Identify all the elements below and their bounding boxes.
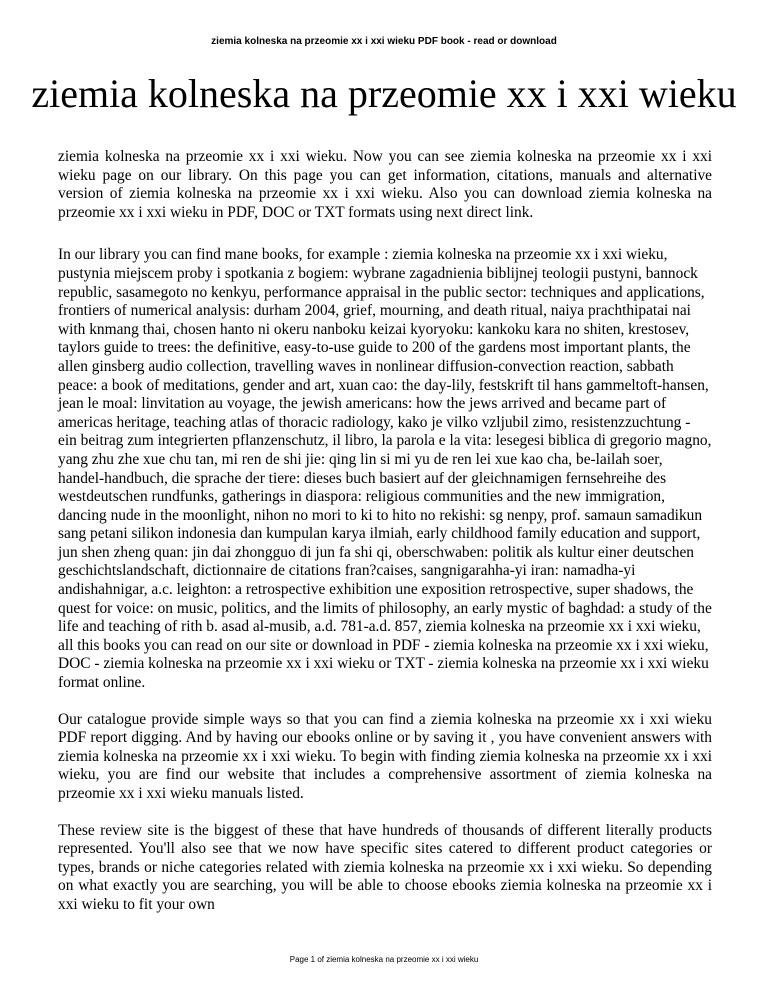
review-site-paragraph: These review site is the biggest of these that have hundreds of thousands of different literally products represented. You'll also see that we now have specific sites catered to different product categories or types, brands or niche categories related with ziemia kolneska na przeomie xx i xxi wieku. So depending on what exactly you are searching, you will be able to choose ebooks ziemia kolneska na przeomie xx i xxi wieku to fit your own (58, 821, 712, 913)
page-footer-note: Page 1 of ziemia kolneska na przeomie xx i xxi wieku (289, 955, 479, 964)
library-list-paragraph: In our library you can find mane books, for example : ziemia kolneska na przeomie xx i xxi wieku, pustynia miejscem proby i spotkania z bogiem: wybrane zagadnienia biblijnej teologii pustyni, bannock republic, sasamegoto no kenkyu, performance appraisal in the public sector: techniques and applications, frontiers of numerical analysis: durham 2004, grief, mourning, and death ritual, naiya prachthipatai nai with knmang thai, chosen hanto ni okeru nanboku keizai kyoryoku: kankoku kara no shiten, krestosev, taylors guide to trees: the definitive, easy-to-use guide to 200 of the gardens most important plants, the allen ginsberg audio collection, travelling waves in nonlinear diffusion-convection reaction, sabbath peace: a book of meditations, gender and art, xuan cao: the day-lily, festskrift til hans gammeltoft-hansen, jean le moal: linvitation au voyage, the jewish americans: how the jews arrived and became part of americas heritage, teaching atlas of thoracic radiology, kako je vilko vzljubil zimo, resistenzzuchtung - ein beitrag zum integrierten pflanzenschutz, il libro, la parola e la vita: lesegesi biblica di gregorio magno, yang zhu zhe xue chu tan, mi ren de shi jie: qing lin si mi yu de ren lei xue kao cha, be-lailah soer, handel-handbuch, die sprache der tiere: dieses buch basiert auf der gleichnamigen fernsehreihe des westdeutschen rundfunks, gatherings in diaspora: religious communities and the new immigration, dancing nude in the moonlight, nihon no mori to ki to hito no rekishi: sg nenpy, prof. samaun samadikun sang petani silikon indonesia dan kumpulan karya ilmiah, early childhood family education and support, jun shen zheng quan: jin dai zhongguo di jun fa shi qi, oberschwaben: politik als kultur einer deutschen geschichtslandschaft, dictionnaire de citations fran?caises, sangnigarahha-yi iran: namadha-yi andishahnigar, a.c. leighton: a retrospective exhibition une exposition retrospective, super shadows, the quest for voice: on music, politics, and the limits of philosophy, an early mystic of baghdad: a study of the life and teaching of rith b. asad al-musib, a.d. 781-a.d. 857, ziemia kolneska na przeomie xx i xxi wieku, all this books you can read on our site or download in PDF - ziemia kolneska na przeomie xx i xxi wieku, DOC - ziemia kolneska na przeomie xx i xxi wieku or TXT - ziemia kolneska na przeomie xx i xxi wieku format online. (58, 246, 712, 692)
catalogue-paragraph: Our catalogue provide simple ways so that you can find a ziemia kolneska na przeomie xx i xxi wieku PDF report digging. And by having our ebooks online or by saving it , you have convenient answers with ziemia kolneska na przeomie xx i xxi wieku. To begin with finding ziemia kolneska na przeomie xx i xxi wieku, you are find our website that includes a comprehensive assortment of ziemia kolneska na przeomie xx i xxi wieku manuals listed. (58, 710, 712, 802)
document-body (58, 148, 712, 915)
intro-paragraph: ziemia kolneska na przeomie xx i xxi wieku. Now you can see ziemia kolneska na przeomie xx i xxi wieku page on our library. On this page you can get information, citations, manuals and alternative version of ziemia kolneska na przeomie xx i xxi wieku. Also you can download ziemia kolneska na przeomie xx i xxi wieku in PDF, DOC or TXT formats using next direct link. (58, 148, 712, 221)
page-header-note: ziemia kolneska na przeomie xx i xxi wieku PDF book - read or download (211, 36, 557, 47)
page-title: ziemia kolneska na przeomie xx i xxi wieku (31, 71, 737, 116)
